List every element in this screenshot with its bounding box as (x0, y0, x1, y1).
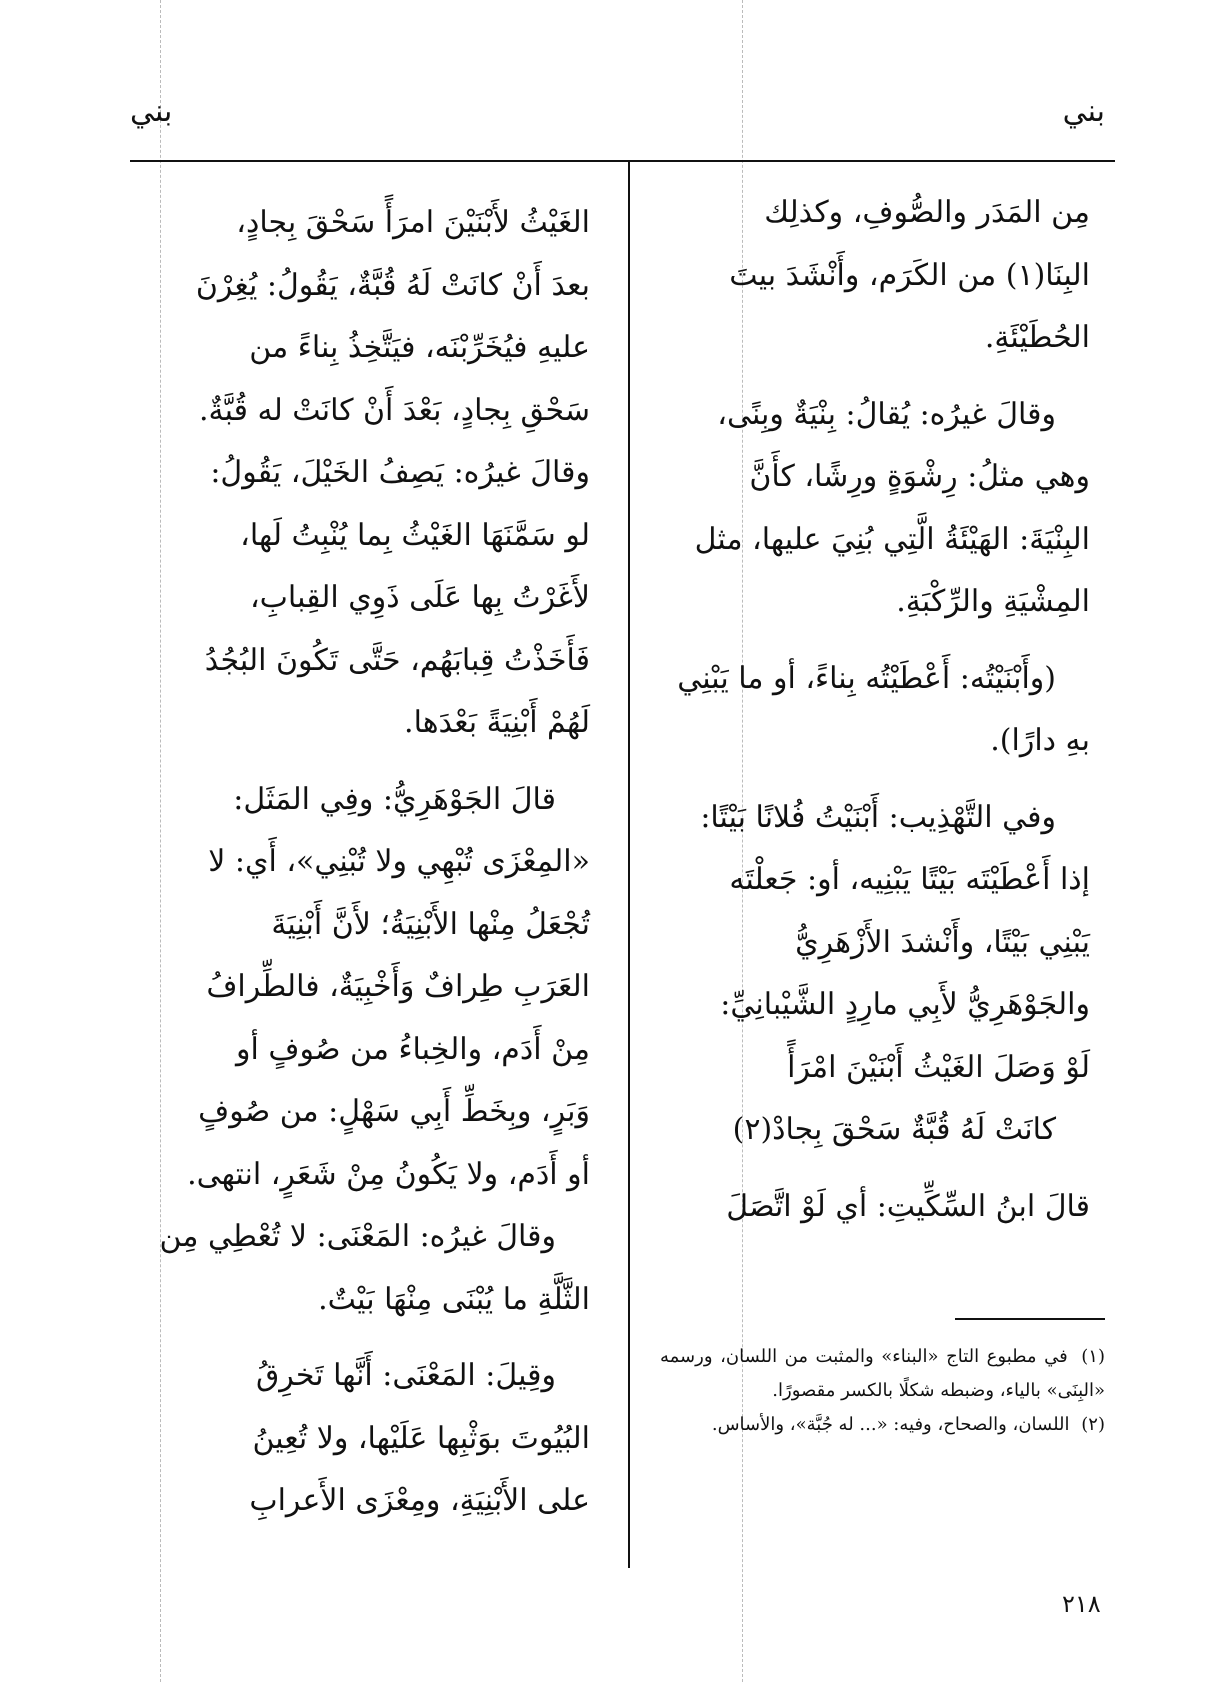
text-line: البُيُوتَ بوَثْبِها عَلَيْها، ولا تُعِينُ (252, 1420, 590, 1456)
footnote-number: (١) (1081, 1346, 1105, 1367)
left-column (140, 192, 590, 1533)
header-rule (130, 160, 1115, 162)
text-line: وَبَرٍ، وبِخَطِّ أَبِي سَهْلٍ: من صُوفٍ (198, 1094, 590, 1129)
text-line: العَرَبِ طِرافٌ وَأَخْبِيَةٌ، فالطِّرافُ (206, 969, 590, 1004)
text-line: لَهُمْ أَبْنِيَةً بَعْدَها. (404, 705, 590, 740)
text-line: عليهِ فيُخَرِّبْنَه، فيَتَّخِذُ بِناءً من (249, 330, 590, 365)
text-line: (وأَبْنَيْتُه: أَعْطَيْتُه بِناءً، أو ما يَبْنِي (677, 660, 1056, 696)
text-line: المِشْيَةِ والرِّكْبَةِ. (896, 584, 1090, 619)
footnote (660, 1408, 1105, 1442)
text-line: الثَّلَّةِ ما يُبْنَى مِنْهَا بَيْتٌ. (318, 1281, 590, 1317)
right-column (660, 182, 1090, 1238)
text-line: مِن المَدَر والصُّوفِ، وكذلِك (764, 195, 1090, 230)
footnote-text: في مطبوع التاج «البناء» والمثبت من اللسان، ورسمه «البِنَى» بالياء، وضبطه شكلًا بالكسر مقصورًا. (660, 1346, 1105, 1401)
footnote (660, 1340, 1105, 1408)
text-line: أو أَدَم، ولا يَكُونُ مِنْ شَعَرٍ، انتهى. (187, 1156, 590, 1192)
text-line: بعدَ أَنْ كانَتْ لَهُ قُبَّةٌ، يَقُولُ: يُغِرْنَ (195, 267, 590, 303)
text-line: البِنْيَةَ: الهَيْئَةُ الَّتِي بُنِيَ عليها، مثل (694, 521, 1090, 557)
text-line: مِنْ أَدَم، والخِباءُ من صُوفٍ أو (236, 1031, 590, 1067)
footnote-rule (955, 1318, 1105, 1320)
text-line: وهي مثلُ: رِشْوَةٍ ورِشًا، كأَنَّ (749, 459, 1090, 494)
verse-line: لَوْ وَصَلَ الغَيْثُ أَبْنَيْنَ امْرَأً (787, 1049, 1090, 1085)
text-line: «المِعْزَى تُبْهِي ولا تُبْنِي»، أَي: لا (208, 844, 590, 879)
column-divider (628, 160, 630, 1568)
text-line: وفي التَّهْذِيب: أَبْنَيْتُ فُلانًا بَيْتًا: (700, 799, 1056, 835)
text-line: الحُطَيْئَةِ. (984, 320, 1090, 355)
text-line: البِنَا(١) من الكَرَم، وأَنْشَدَ بيتَ (729, 257, 1090, 293)
text-line: قالَ ابنُ السِّكِّيتِ: أي لَوْ اتَّصَلَ (726, 1188, 1090, 1224)
text-line: لو سَمَّنَهَا الغَيْثُ بِما يُنْبِتُ لَها، (240, 517, 590, 553)
text-line: بهِ دارًا). (990, 723, 1090, 758)
text-line: تُجْعَلُ مِنْها الأَبْنِيَةُ؛ لأَنَّ أَبْنِيَةَ (271, 906, 590, 942)
text-line: إذا أَعْطَيْتَه بَيْتًا يَبْنِيه، أو: جَعلْتَه (729, 862, 1090, 897)
page-number: ٢١٨ (1062, 1590, 1101, 1618)
footnote-text: اللسان، والصحاح، وفيه: «... له جُبَّة»، والأساس. (711, 1414, 1070, 1435)
footnote-number: (٢) (1081, 1414, 1105, 1435)
footnotes (660, 1340, 1105, 1442)
running-header-right: بني (1062, 94, 1105, 129)
text-line: فَأَخَذْتُ قِبابَهُم، حَتَّى تَكُونَ البُجُدُ (204, 642, 590, 678)
text-line: لأَغَرْتُ بِها عَلَى ذَوِي القِبابِ، (250, 580, 590, 615)
text-line: على الأَبْنِيَةِ، ومِعْزَى الأَعرابِ (249, 1483, 590, 1518)
text-line: وقالَ غيرُه: يُقالُ: بِنْيَةٌ وبِنًى، (717, 396, 1056, 432)
text-line: يَبْنِي بَيْتًا، وأَنْشدَ الأَزْهَرِيُّ (795, 924, 1090, 960)
verse-line: كانَتْ لَهُ قُبَّةٌ سَحْقَ بِجادْ(٢) (732, 1112, 1056, 1147)
text-line: وقِيلَ: المَعْنَى: أَنَّها تَخرِقُ (256, 1358, 556, 1393)
text-line: الغَيْثُ لأَبْنَيْنَ امرَأً سَحْقَ بِجادٍ، (236, 205, 590, 240)
running-header-left: بني (130, 94, 173, 129)
text-line: والجَوْهَرِيُّ لأَبِي مارِدٍ الشَّيْبانِيِّ: (720, 987, 1090, 1022)
text-line: وقالَ غيرُه: المَعْنَى: لا تُعْطِي مِن (159, 1219, 556, 1254)
text-line: سَحْقِ بِجادٍ، بَعْدَ أَنْ كانَتْ له قُبَّةٌ. (198, 392, 590, 428)
text-line: قالَ الجَوْهَرِيُّ: وفِي المَثَل: (233, 781, 556, 817)
text-line: وقالَ غيرُه: يَصِفُ الخَيْلَ، يَقُولُ: (210, 455, 590, 490)
